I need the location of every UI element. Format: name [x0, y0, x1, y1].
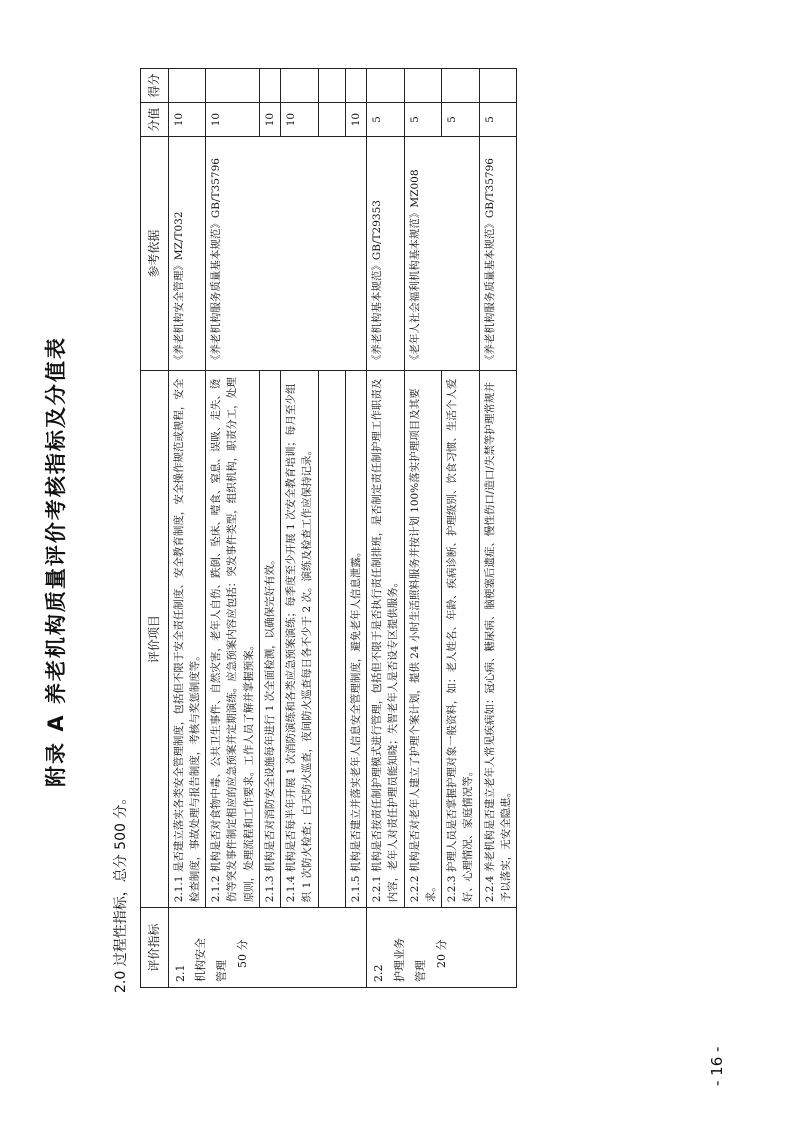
- indicator-code: 2.2: [371, 964, 385, 982]
- item-cell: 2.1.4 机构是否每半年开展 1 次消防演练和各类应急预案演练；每季度至少开展 1 次安全教育培训；每月至少组织 1 次防火检查；白天防火巡查，夜间防火巡查每日各不少于 2 次。演练及检查工作应保持记录。: [281, 371, 319, 908]
- indicator-score: 50 分: [236, 939, 250, 968]
- points-cell: 10: [259, 103, 280, 137]
- header-score: 得分: [141, 69, 169, 103]
- table-row: [366, 69, 404, 988]
- basis-cell: 《养老机构基本规范》GB/T29353: [366, 137, 404, 371]
- points-cell: 10: [345, 103, 366, 137]
- score-cell: [318, 69, 345, 103]
- points-cell: 10: [168, 103, 206, 137]
- basis-cell: 《养老机构服务质量基本规范》GB/T35796: [479, 137, 517, 371]
- score-cell: [404, 69, 442, 103]
- item-cell: 2.2.4 养老机构是否建立老年人常见疾病如：冠心病、糖尿病、脑梗塞后遗症、慢性伤口/造口/失禁等护理常规并予以落实，无安全隐患。: [479, 371, 517, 908]
- indicator-cell-2-1: [168, 908, 366, 988]
- table-row: [206, 69, 260, 988]
- basis-cell: 《老年人社会福利机构基本规范》MZ008: [404, 137, 479, 371]
- score-cell: [345, 69, 366, 103]
- score-cell: [281, 69, 319, 103]
- item-cell: 2.1.2 机构是否对食物中毒、公共卫生事件、自然灾害，老年人自伤、跌倒、坠床、噎食、窒息、误吸、走失、烫伤等突发事件制定相应的应急预案并定期演练。应急预案内容应包括：突发事件类型，组织机构，职责分工，处理原则，处理流程和工作要求。工作人员了解并掌握预案。: [206, 371, 260, 908]
- basis-cell: 《养老机构服务质量基本规范》GB/T35796: [206, 137, 367, 371]
- basis-cell: 《养老机构安全管理》MZ/T032: [168, 137, 206, 371]
- item-cell: 2.2.2 机构是否对老年人建立了护理个案计划，提供 24 小时生活照料服务并按计划 100%落实护理项目及其要求。: [404, 371, 442, 908]
- points-cell: [318, 103, 345, 137]
- table-header-row: [141, 69, 169, 988]
- table-row: [404, 69, 442, 988]
- points-cell: 5: [479, 103, 517, 137]
- score-cell: [206, 69, 260, 103]
- indicator-cell-2-2: [366, 908, 516, 988]
- points-cell: 10: [206, 103, 260, 137]
- header-indicator: 评价指标: [141, 908, 169, 988]
- indicator-name-2: 管理: [215, 960, 229, 982]
- item-cell: 2.2.3 护理人员是否掌握护理对象一般资料，如：老人姓名、年龄、疾病诊断、护理级别、饮食习惯、生活个人爱好、心理情况、家庭情况等。: [442, 371, 480, 908]
- table-row: [168, 69, 206, 988]
- item-cell: 2.1.3 机构是否对消防安全设施每年进行 1 次全面检测，以确保完好有效。: [259, 371, 280, 908]
- indicator-score: 20 分: [434, 939, 448, 968]
- section-heading: 2.0 过程性指标，总分 500 分。: [113, 790, 129, 993]
- header-basis: 参考依据: [141, 137, 169, 371]
- points-cell: 5: [404, 103, 442, 137]
- points-cell: 5: [366, 103, 404, 137]
- indicator-code: 2.1: [173, 964, 187, 982]
- score-cell: [168, 69, 206, 103]
- item-cell: 2.2.1 机构是否按责任制护理模式进行管理，包括但不限于是否执行责任制排班，是否制定责任制护理工作职责及内容，老年人对责任护理员能知晓；失智老年人是否设专区提供服务。: [366, 371, 404, 908]
- score-cell: [479, 69, 517, 103]
- page-number: - 16 -: [708, 1046, 726, 1086]
- indicator-name: 机构安全: [194, 938, 208, 982]
- item-cell: [318, 371, 345, 908]
- points-cell: 10: [281, 103, 319, 137]
- indicator-name: 护理业务: [392, 938, 406, 982]
- item-cell: 2.1.1 是否建立落实各类安全管理制度，包括但不限于安全责任制度、安全教育制度，安全操作规范或规程，安全检查制度，事故处理与报告制度，考核与奖惩制度等。: [168, 371, 206, 908]
- score-cell: [442, 69, 480, 103]
- header-item: 评价项目: [141, 371, 169, 908]
- score-cell: [366, 69, 404, 103]
- appendix-title: 附录 A 养老机构质量评价考核指标及分值表: [44, 336, 68, 787]
- indicator-name-2: 管理: [413, 960, 427, 982]
- header-points: 分值: [141, 103, 169, 137]
- score-cell: [259, 69, 280, 103]
- evaluation-table: [140, 68, 517, 988]
- points-cell: 5: [442, 103, 480, 137]
- item-cell: 2.1.5 机构是否建立并落实老年人信息安全管理制度，避免老年人信息泄露。: [345, 371, 366, 908]
- table-row: [479, 69, 517, 988]
